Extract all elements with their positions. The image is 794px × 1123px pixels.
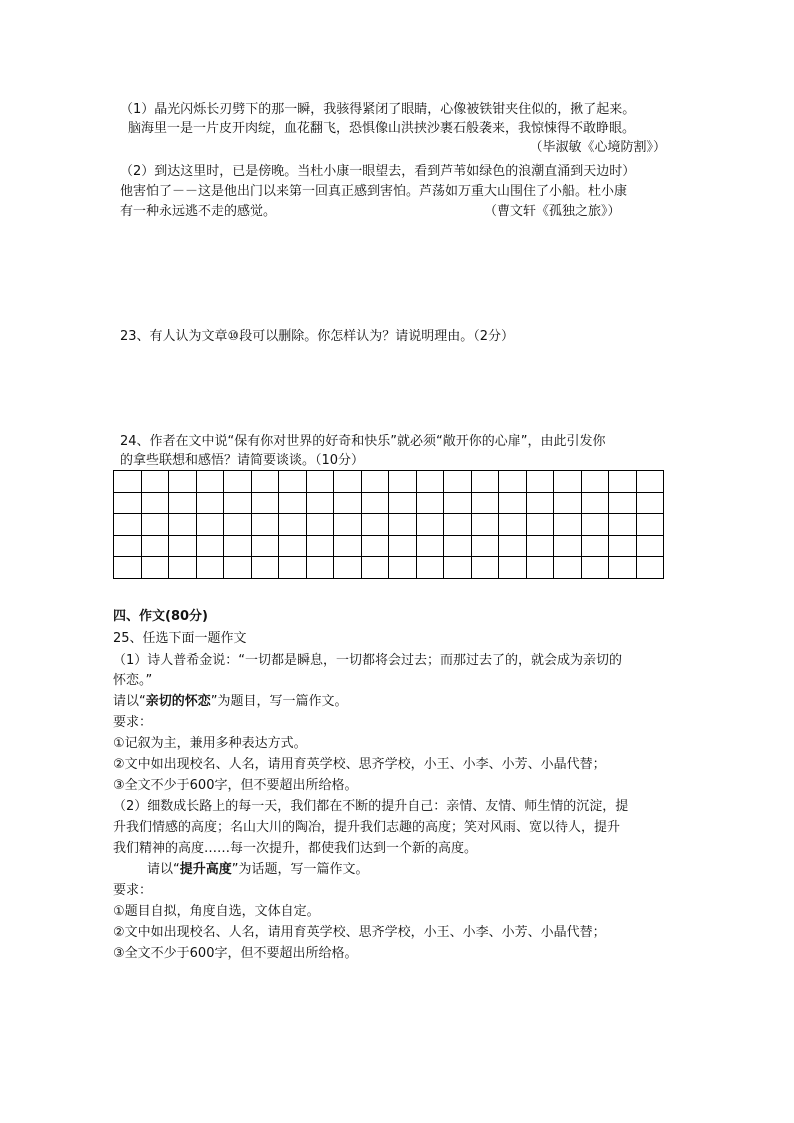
grid-cell[interactable] (196, 471, 224, 493)
grid-cell[interactable] (444, 535, 472, 557)
grid-cell[interactable] (224, 514, 252, 536)
excerpt-2-source: （曹文轩《孤独之旅》） (484, 204, 621, 219)
grid-cell[interactable] (279, 514, 307, 536)
grid-cell[interactable] (471, 471, 499, 493)
option-1-line-2: 怀恋。” (113, 673, 153, 688)
section-4-heading: 四、作文(80分) (113, 609, 208, 624)
grid-cell[interactable] (141, 492, 169, 514)
option-1-prompt (113, 693, 348, 711)
excerpt-1-line-2: 脑海里一是一片皮开肉绽，血花翻飞，恐惧像山洪挟沙裹石般袭来，我惊悚得不敢睁眼。 (128, 121, 636, 136)
grid-cell[interactable] (251, 471, 279, 493)
grid-cell[interactable] (196, 557, 224, 579)
grid-cell[interactable] (416, 514, 444, 536)
grid-cell[interactable] (306, 535, 334, 557)
grid-cell[interactable] (196, 514, 224, 536)
grid-cell[interactable] (581, 492, 609, 514)
grid-cell[interactable] (471, 492, 499, 514)
grid-cell[interactable] (334, 471, 362, 493)
grid-cell[interactable] (636, 557, 664, 579)
grid-cell[interactable] (251, 492, 279, 514)
grid-cell[interactable] (609, 492, 637, 514)
grid-cell[interactable] (636, 492, 664, 514)
requirement-1-1: ①记叙为主，兼用多种表达方式。 (113, 736, 307, 751)
grid-cell[interactable] (581, 535, 609, 557)
grid-row (114, 557, 664, 579)
grid-cell[interactable] (334, 514, 362, 536)
option-1-prompt-title: 亲切的怀恋 (145, 694, 211, 709)
grid-cell[interactable] (416, 492, 444, 514)
grid-cell[interactable] (581, 557, 609, 579)
question-25: 25、任选下面一题作文 (113, 631, 247, 646)
grid-cell[interactable] (581, 471, 609, 493)
grid-cell[interactable] (141, 471, 169, 493)
grid-cell[interactable] (609, 557, 637, 579)
grid-cell[interactable] (471, 557, 499, 579)
grid-cell[interactable] (416, 471, 444, 493)
grid-row (114, 535, 664, 557)
requirement-2-1: ①题目自拟，角度自选，文体自定。 (113, 904, 320, 919)
grid-cell[interactable] (526, 471, 554, 493)
grid-cell[interactable] (526, 492, 554, 514)
option-2-prompt-title: 提升高度 (179, 862, 232, 877)
grid-row (114, 514, 664, 536)
grid-cell[interactable] (499, 492, 527, 514)
option-2-line-3: 我们精神的高度……每一次提升，都使我们达到一个新的高度。 (113, 841, 478, 856)
question-23: 23、有人认为文章⑩段可以删除。你怎样认为？请说明理由。（2分） (120, 329, 514, 344)
grid-cell[interactable] (471, 535, 499, 557)
grid-cell[interactable] (114, 514, 142, 536)
grid-cell[interactable] (526, 557, 554, 579)
option-2-line-1: （2）细数成长路上的每一天，我们都在不断的提升自己：亲情、友情、师生情的沉淀，提 (113, 799, 629, 814)
grid-cell[interactable] (361, 471, 389, 493)
option-2-prompt-pre: 请以“ (147, 862, 180, 877)
excerpt-1-source: （毕淑敏《心境防割》） (529, 140, 666, 155)
grid-cell[interactable] (169, 471, 197, 493)
grid-cell[interactable] (554, 535, 582, 557)
grid-cell[interactable] (444, 492, 472, 514)
grid-cell[interactable] (224, 535, 252, 557)
option-1-prompt-pre: 请以“ (113, 694, 146, 709)
option-2-prompt-post: ”为话题，写一篇作文。 (231, 862, 369, 877)
option-2-prompt (147, 861, 369, 879)
grid-cell[interactable] (581, 514, 609, 536)
grid-cell[interactable] (609, 514, 637, 536)
grid-cell[interactable] (279, 471, 307, 493)
grid-cell[interactable] (306, 514, 334, 536)
grid-cell[interactable] (444, 514, 472, 536)
question-24-line-1: 24、作者在文中说“保有你对世界的好奇和快乐”就必须“敞开你的心扉”，由此引发你 (120, 434, 606, 449)
grid-cell[interactable] (444, 557, 472, 579)
grid-cell[interactable] (196, 492, 224, 514)
grid-cell[interactable] (141, 514, 169, 536)
grid-cell[interactable] (224, 557, 252, 579)
grid-cell[interactable] (114, 557, 142, 579)
grid-cell[interactable] (251, 514, 279, 536)
grid-cell[interactable] (499, 535, 527, 557)
grid-cell[interactable] (609, 471, 637, 493)
option-1-line-1: （1）诗人普希金说：“一切都是瞬息，一切都将会过去；而那过去了的，就会成为亲切的 (113, 653, 623, 668)
grid-cell[interactable] (306, 471, 334, 493)
excerpt-1-line-1: （1）晶光闪烁长刃劈下的那一瞬，我骇得紧闭了眼睛，心像被铁钳夹住似的，揪了起来。 (120, 102, 636, 117)
grid-cell[interactable] (306, 557, 334, 579)
grid-cell[interactable] (196, 535, 224, 557)
grid-cell[interactable] (361, 514, 389, 536)
grid-cell[interactable] (416, 535, 444, 557)
answer-grid[interactable] (113, 470, 664, 579)
grid-cell[interactable] (389, 535, 417, 557)
grid-cell[interactable] (114, 492, 142, 514)
requirement-1-3: ③全文不少于600字，但不要超出所给格。 (113, 778, 358, 793)
grid-cell[interactable] (169, 557, 197, 579)
grid-row (114, 471, 664, 493)
grid-cell[interactable] (499, 514, 527, 536)
grid-cell[interactable] (361, 492, 389, 514)
grid-cell[interactable] (389, 471, 417, 493)
grid-cell[interactable] (361, 535, 389, 557)
grid-cell[interactable] (636, 514, 664, 536)
grid-cell[interactable] (334, 535, 362, 557)
grid-cell[interactable] (169, 535, 197, 557)
grid-cell[interactable] (141, 535, 169, 557)
grid-cell[interactable] (389, 514, 417, 536)
option-1-prompt-post: ”为题目，写一篇作文。 (210, 694, 348, 709)
grid-cell[interactable] (224, 492, 252, 514)
requirements-label-1: 要求： (113, 715, 153, 730)
grid-cell[interactable] (389, 492, 417, 514)
requirement-1-2: ②文中如出现校名、人名，请用育英学校、思齐学校，小王、小李、小芳、小晶代替； (113, 757, 606, 772)
grid-cell[interactable] (444, 471, 472, 493)
grid-cell[interactable] (279, 492, 307, 514)
excerpt-2-line-3: 有一种永远逃不走的感觉。 (120, 204, 277, 219)
grid-cell[interactable] (471, 514, 499, 536)
grid-cell[interactable] (554, 514, 582, 536)
grid-cell[interactable] (169, 492, 197, 514)
grid-cell[interactable] (334, 557, 362, 579)
grid-cell[interactable] (169, 514, 197, 536)
grid-cell[interactable] (499, 471, 527, 493)
grid-cell[interactable] (224, 471, 252, 493)
grid-cell[interactable] (416, 557, 444, 579)
requirement-2-3: ③全文不少于600字，但不要超出所给格。 (113, 946, 358, 961)
grid-cell[interactable] (499, 557, 527, 579)
grid-cell[interactable] (141, 557, 169, 579)
grid-cell[interactable] (609, 535, 637, 557)
requirements-label-2: 要求： (113, 883, 153, 898)
question-24-line-2: 的拿些联想和感悟？请简要谈谈。（10分） (120, 453, 365, 468)
grid-row (114, 492, 664, 514)
grid-cell[interactable] (554, 492, 582, 514)
grid-cell[interactable] (279, 557, 307, 579)
grid-cell[interactable] (389, 557, 417, 579)
excerpt-2-line-2: 他害怕了－－这是他出门以来第一回真正感到害怕。芦荡如万重大山围住了小船。杜小康 (120, 184, 628, 199)
option-2-line-2: 升我们情感的高度；名山大川的陶冶，提升我们志趣的高度；笑对风雨、宽以待人，提升 (113, 820, 621, 835)
grid-cell[interactable] (114, 535, 142, 557)
excerpt-2-line-1: （2）到达这里时，已是傍晚。当杜小康一眼望去，看到芦苇如绿色的浪潮直涌到天边时） (120, 164, 636, 179)
grid-cell[interactable] (526, 514, 554, 536)
requirement-2-2: ②文中如出现校名、人名，请用育英学校、思齐学校，小王、小李、小芳、小晶代替； (113, 925, 606, 940)
grid-cell[interactable] (554, 557, 582, 579)
grid-cell[interactable] (636, 471, 664, 493)
grid-cell[interactable] (554, 471, 582, 493)
grid-cell[interactable] (279, 535, 307, 557)
grid-cell[interactable] (251, 535, 279, 557)
grid-cell[interactable] (306, 492, 334, 514)
grid-cell[interactable] (334, 492, 362, 514)
grid-cell[interactable] (636, 535, 664, 557)
grid-cell[interactable] (361, 557, 389, 579)
grid-cell[interactable] (251, 557, 279, 579)
grid-cell[interactable] (114, 471, 142, 493)
grid-cell[interactable] (526, 535, 554, 557)
